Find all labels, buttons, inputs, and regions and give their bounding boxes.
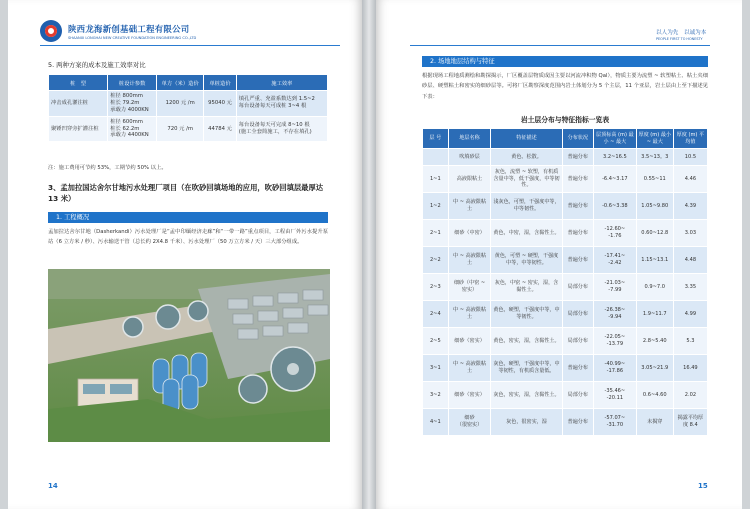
column-header: 厚度 (m) 平均值: [673, 129, 707, 149]
table-row: [423, 166, 708, 193]
table-cell: 灰色，很密实，湿: [491, 409, 562, 436]
table-cell: 灰色，密实，湿，含黏性土。: [491, 382, 562, 409]
table-row: [423, 220, 708, 247]
table-cell: 3~2: [423, 382, 449, 409]
table-cell: 局部分布: [562, 274, 593, 301]
table-cell: 2.8~5.40: [636, 328, 673, 355]
company-name: 陕西龙海新创基础工程有限公司: [68, 23, 190, 34]
table-cell: 填孔严重、充盈系数达到 1.5~2 每台设备每天可成桩 3~4 根: [236, 91, 327, 117]
table-cell: 细砂（中密）: [448, 220, 491, 247]
table-cell: 普遍分布: [562, 355, 593, 382]
table-cell: [423, 149, 449, 166]
overview-section-bar: 1. 工程概况: [48, 212, 328, 223]
table-cell: -17.41~ -2.42: [593, 247, 636, 274]
table-cell: 黄色，密实，湿，含黏性土。: [491, 328, 562, 355]
table-cell: 1.15~13.1: [636, 247, 673, 274]
table-cell: 桩径 800mm 桩长 79.2m 承载力 4000KN: [108, 91, 157, 117]
table-cell: -57.07~ -31.70: [593, 409, 636, 436]
company-emblem-icon: [40, 20, 62, 42]
column-header: 地层名称: [448, 129, 491, 149]
table-cell: -22.05~ -13.79: [593, 328, 636, 355]
column-header: 厚度 (m) 最小 ~ 最大: [636, 129, 673, 149]
table-cell: -12.60~ -1.76: [593, 220, 636, 247]
table-cell: 2~1: [423, 220, 449, 247]
table-header-row: [49, 75, 328, 91]
table-cell: 中 ~ 高液限粘土: [448, 193, 491, 220]
table-cell: 细砂（密实）: [448, 382, 491, 409]
table-row: [423, 328, 708, 355]
slogan-header: [656, 28, 706, 41]
table-cell: 每台设备每天可完成 8~10 根 (施工全套简施工，不存在填孔): [236, 116, 327, 142]
table-cell: 未揭穿: [636, 409, 673, 436]
table-cell: 黄色，可塑 ~ 硬塑，干强度中等，中等韧性。: [491, 247, 562, 274]
cost-comparison-table: [48, 74, 328, 142]
table-row: [49, 91, 328, 117]
table-cell: 普遍分布: [562, 220, 593, 247]
table-cell: -35.46~ -20.11: [593, 382, 636, 409]
table-cell: 2~4: [423, 301, 449, 328]
strata-section-bar: 2. 场地地层结构与特征: [422, 56, 708, 67]
table-row: [423, 355, 708, 382]
table-cell: 0.6~4.60: [636, 382, 673, 409]
table-cell: -26.38~ -9.94: [593, 301, 636, 328]
slogan-en: PEOPLE FIRST TO HONESTY: [656, 37, 703, 41]
table-cell: 2~3: [423, 274, 449, 301]
column-header: 桩设计参数: [108, 75, 157, 91]
table-cell: 3.2~16.5: [593, 149, 636, 166]
table-row: [423, 382, 708, 409]
table-cell: 2~2: [423, 247, 449, 274]
company-name-en: SHAANXI LONGHAI NEW CREATIVE FOUNDATION ENGINEERING CO.,LTD: [68, 35, 197, 40]
table-cell: 灰色，中密 ~ 密实，湿，含黏性土。: [491, 274, 562, 301]
strata-paragraph: 根据现场工程地质测绘和勘探揭示，厂区覆盖层物质成因主要以河流冲积物 Qal），物质主要为流塑 ~ 软塑粘土、粘土夹细砂层、硬塑粘土和密实的细砂层等。可将厂区勘察深度范围内岩土体划分为 5 个主层，11 个亚层，岩土层由上至下描述见下表：: [422, 73, 708, 100]
table-row: [49, 116, 328, 142]
table-cell: 5.3: [673, 328, 707, 355]
table-cell: 揭露平均厚度 8.4: [673, 409, 707, 436]
table-row: [423, 193, 708, 220]
table-cell: 720 元 /m: [157, 116, 204, 142]
cost-section-label: 5. 两种方案的成本及施工效率对比: [48, 61, 146, 69]
table-cell: 3.5~13。3: [636, 149, 673, 166]
page-number-left: 14: [48, 482, 58, 490]
table-cell: 44784 元: [204, 116, 236, 142]
right-page: [376, 0, 742, 509]
table-cell: 4.39: [673, 193, 707, 220]
column-header: 层顶标高 (m) 最小 ~ 最大: [593, 129, 636, 149]
table-cell: 普遍分布: [562, 409, 593, 436]
column-header: 单方（米）造价: [157, 75, 204, 91]
table-cell: 中 ~ 高液限粘土: [448, 301, 491, 328]
table-cell: 高液限粘土: [448, 166, 491, 193]
table-cell: 普遍分布: [562, 166, 593, 193]
table-cell: 1~1: [423, 166, 449, 193]
book-gutter: [362, 0, 376, 509]
table-cell: 0.9~7.0: [636, 274, 673, 301]
soil-layer-table: [422, 128, 708, 436]
column-header: 层 号: [423, 129, 449, 149]
column-header: 施工效率: [236, 75, 327, 91]
table-cell: -21.03~ -7.99: [593, 274, 636, 301]
table-cell: 4.48: [673, 247, 707, 274]
table-cell: 浅灰色，可塑，干强度中等，中等韧性。: [491, 193, 562, 220]
table-cell: 灰色，硬塑，干强度中等，中等韧性，有机质含量低。: [491, 355, 562, 382]
column-header: 特征描述: [491, 129, 562, 149]
table-cell: 1.05~9.80: [636, 193, 673, 220]
table-cell: 1.9~11.7: [636, 301, 673, 328]
table-cell: 10.5: [673, 149, 707, 166]
table-row: [423, 247, 708, 274]
table-cell: 局部分布: [562, 382, 593, 409]
table-cell: 细砂（中密 ~ 密实）: [448, 274, 491, 301]
table-row: [423, 149, 708, 166]
soil-table-title: 岩土层分布与特征指标一览表: [520, 116, 610, 124]
column-header: 单桩造价: [204, 75, 236, 91]
company-logo: [40, 20, 196, 42]
table-cell: 灰色，流塑 ~ 软塑，有机质含量中等，低干强度，中等韧性。: [491, 166, 562, 193]
table-cell: 普遍分布: [562, 193, 593, 220]
table-cell: 普遍分布: [562, 149, 593, 166]
table-cell: 0.60~12.8: [636, 220, 673, 247]
table-cell: 黄色，中密，湿，含黏性土。: [491, 220, 562, 247]
table-cell: -6.4~3.17: [593, 166, 636, 193]
slogan-cn: 以人为先 以诚为本: [656, 30, 707, 36]
table-cell: 95040 元: [204, 91, 236, 117]
table-row: [423, 274, 708, 301]
table-cell: 普遍分布: [562, 247, 593, 274]
column-header: 桩 型: [49, 75, 108, 91]
table-cell: -0.6~3.38: [593, 193, 636, 220]
table-cell: 黄色、松散。: [491, 149, 562, 166]
table-cell: 冲击成孔灌注桩: [49, 91, 108, 117]
table-cell: 聚锤凹穿旁扩灌注桩: [49, 116, 108, 142]
page-number-right: 15: [698, 482, 708, 490]
table-row: [423, 301, 708, 328]
table-header-row: [423, 129, 708, 149]
table-cell: 0.55~11: [636, 166, 673, 193]
cost-note: 注：施工费用可节约 53%，工期节约 50% 以上。: [48, 165, 167, 171]
table-cell: 局部分布: [562, 328, 593, 355]
overview-paragraph: 孟加拉达舍尔甘地（Dasherkandi）污水处理厂是“孟中印缅经济走廊”和“一带一路”重点项目，工程由厂外污水提升泵站（6 立方米 / 秒）、污水输送干管（总长约 2X4.8 千米）、污水处理厂（50 万立方米 / 天）三大部分组成。: [48, 229, 328, 246]
table-cell: 细砂 （很密实）: [448, 409, 491, 436]
table-cell: 局部分布: [562, 301, 593, 328]
table-cell: 3.35: [673, 274, 707, 301]
table-cell: 3.03: [673, 220, 707, 247]
table-cell: 3.05~21.9: [636, 355, 673, 382]
table-cell: 1~2: [423, 193, 449, 220]
table-row: [423, 409, 708, 436]
table-cell: 4~1: [423, 409, 449, 436]
table-cell: 细砂（密实）: [448, 328, 491, 355]
column-header: 分布状况: [562, 129, 593, 149]
table-cell: 桩径 600mm 桩长 62.2m 承载力 4400KN: [108, 116, 157, 142]
table-cell: 2.02: [673, 382, 707, 409]
wastewater-plant-aerial-photo: [48, 269, 330, 442]
table-cell: 4.46: [673, 166, 707, 193]
table-cell: 吹填砂层: [448, 149, 491, 166]
header-rule: [410, 45, 710, 46]
left-page: [8, 0, 362, 509]
header-rule: [40, 45, 340, 46]
table-cell: 2~5: [423, 328, 449, 355]
table-cell: -40.99~ -17.86: [593, 355, 636, 382]
table-cell: 3~1: [423, 355, 449, 382]
table-cell: 黄色，硬塑，干强度中等，中等韧性。: [491, 301, 562, 328]
table-cell: 中 ~ 高液限粘土: [448, 355, 491, 382]
table-cell: 16.49: [673, 355, 707, 382]
table-cell: 4.99: [673, 301, 707, 328]
table-cell: 中 ~ 高液限粘土: [448, 247, 491, 274]
table-cell: 1200 元 /m: [157, 91, 204, 117]
project-heading: 3、孟加拉国达舍尔甘地污水处理厂项目（在吹砂回填场地的应用，吹砂回填层最厚达 13 米）: [48, 183, 324, 204]
